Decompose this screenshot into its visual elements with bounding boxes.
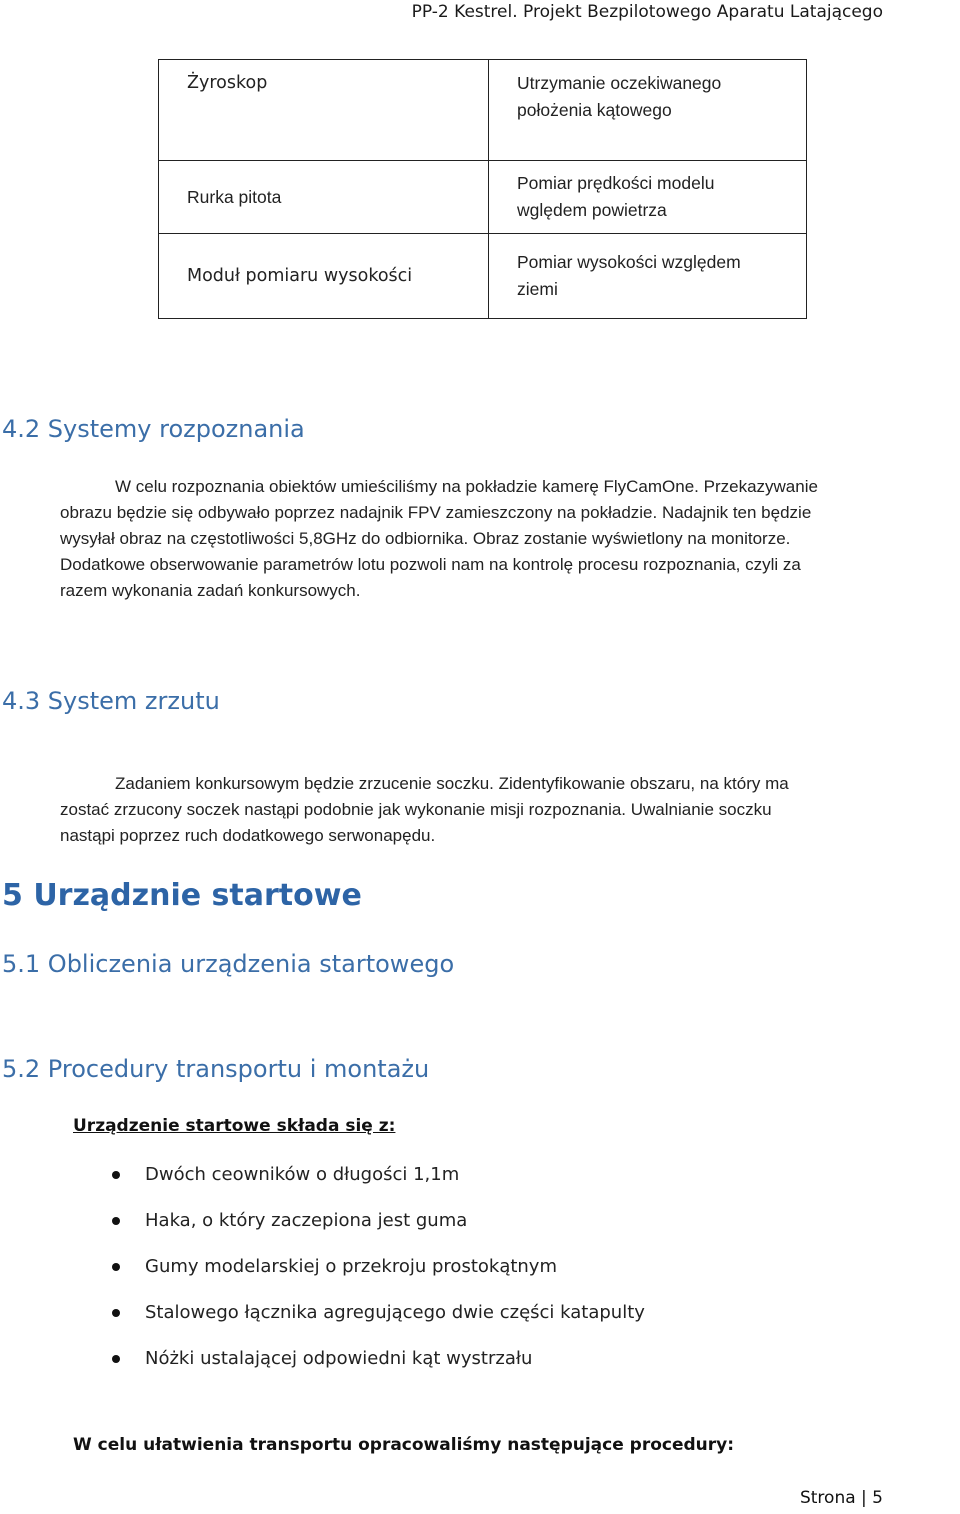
paragraph-line: nastąpi poprzez ruch dodatkowego serwonapędu.: [60, 826, 436, 845]
sensor-table: [158, 59, 807, 319]
running-header: PP-2 Kestrel. Projekt Bezpilotowego Aparatu Latającego: [411, 2, 883, 22]
sensor-name-cell: [159, 60, 489, 161]
paragraph-drop-system: [60, 771, 789, 849]
paragraph-line: W celu rozpoznania obiektów umieściliśmy na pokładzie kamerę FlyCamOne. Przekazywanie: [115, 477, 818, 496]
paragraph-line: Dodatkowe obserwowanie parametrów lotu pozwoli nam na kontrolę procesu rozpoznania, czyli za: [60, 555, 801, 574]
list-item-text: Haka, o który zaczepiona jest guma: [145, 1210, 468, 1231]
list-item-text: Dwóch ceowników o długości 1,1m: [145, 1164, 460, 1185]
sensor-purpose-cell: [489, 60, 807, 161]
list-item-text: Gumy modelarskiej o przekroju prostokątnym: [145, 1256, 557, 1277]
paragraph-recognition: [60, 474, 818, 604]
sensor-purpose-cell: [489, 161, 807, 234]
page-number: Strona | 5: [799, 1488, 883, 1508]
sensor-name: Rurka pitota: [187, 186, 282, 207]
table-row: [159, 60, 807, 161]
components-subheading: Urządzenie startowe składa się z:: [73, 1116, 396, 1136]
sensor-purpose-cell: [489, 234, 807, 319]
sensor-purpose-line: położenia kątowego: [517, 100, 672, 120]
bullet-icon: [112, 1263, 120, 1271]
sensor-name-cell: [159, 161, 489, 234]
list-item: [100, 1250, 645, 1296]
sensor-purpose-line: wględem powietrza: [517, 200, 667, 220]
list-item-text: Stalowego łącznika agregującego dwie części katapulty: [145, 1302, 645, 1323]
table-row: [159, 161, 807, 234]
paragraph-line: Zadaniem konkursowym będzie zrzucenie soczku. Zidentyfikowanie obszaru, na który ma: [115, 774, 789, 793]
sensor-name-cell: [159, 234, 489, 319]
bullet-icon: [112, 1355, 120, 1363]
sensor-purpose-line: Pomiar prędkości modelu: [517, 173, 715, 193]
heading-5: 5 Urządznie startowe: [2, 878, 362, 913]
sensor-purpose-line: ziemi: [517, 279, 558, 299]
list-item: [100, 1204, 645, 1250]
list-item-text: Nóżki ustalającej odpowiedni kąt wystrzału: [145, 1348, 533, 1369]
paragraph-line: obrazu będzie się odbywało poprzez nadajnik FPV zamieszczony na pokładzie. Nadajnik ten będzie: [60, 503, 812, 522]
list-item: [100, 1342, 645, 1388]
list-item: [100, 1158, 645, 1204]
bullet-icon: [112, 1171, 120, 1179]
paragraph-line: razem wykonania zadań konkursowych.: [60, 581, 361, 600]
heading-5-2: 5.2 Procedury transportu i montażu: [2, 1055, 430, 1083]
bullet-icon: [112, 1217, 120, 1225]
list-item: [100, 1296, 645, 1342]
sensor-purpose-line: Pomiar wysokości względem: [517, 252, 741, 272]
table-row: [159, 234, 807, 319]
sensor-name: Moduł pomiaru wysokości: [187, 265, 413, 286]
bullet-icon: [112, 1309, 120, 1317]
components-list: [100, 1158, 645, 1388]
heading-5-1: 5.1 Obliczenia urządzenia startowego: [2, 950, 455, 978]
paragraph-line: zostać zrzucony soczek nastąpi podobnie jak wykonanie misji rozpoznania. Uwalnianie soczku: [60, 800, 772, 819]
sensor-purpose-line: Utrzymanie oczekiwanego: [517, 73, 722, 93]
procedures-heading: W celu ułatwienia transportu opracowaliśmy następujące procedury:: [73, 1435, 735, 1455]
heading-4-2: 4.2 Systemy rozpoznania: [2, 415, 305, 443]
heading-4-3: 4.3 System zrzutu: [2, 687, 220, 715]
sensor-name: Żyroskop: [187, 73, 268, 93]
paragraph-line: wysyłał obraz na częstotliwości 5,8GHz do odbiornika. Obraz zostanie wyświetlony na monitorze.: [60, 529, 791, 548]
